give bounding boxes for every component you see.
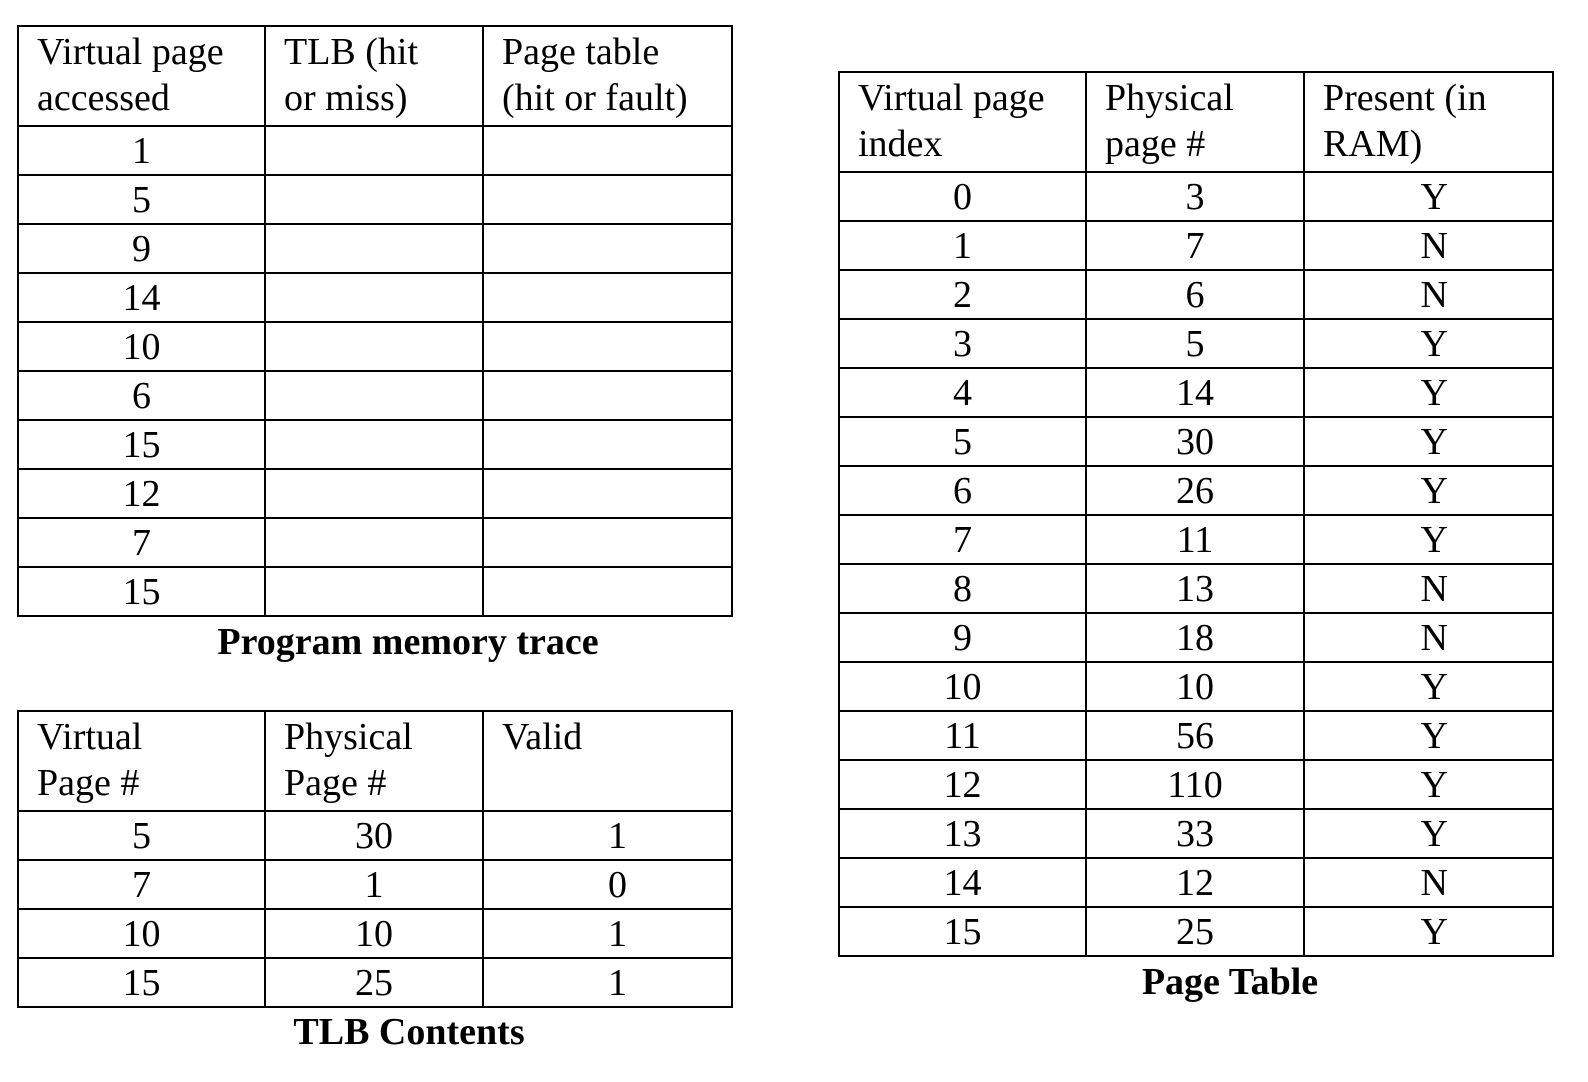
page-table <box>838 71 1554 957</box>
table-cell: 6 <box>1086 270 1304 319</box>
header-line: page # <box>1105 123 1206 165</box>
table-cell <box>265 322 483 371</box>
table-cell: N <box>1304 858 1553 907</box>
table-row <box>18 175 732 224</box>
table-cell: 56 <box>1086 711 1304 760</box>
column-header <box>839 72 1086 172</box>
table-cell <box>483 322 732 371</box>
table-cell: 15 <box>18 958 265 1007</box>
table-cell: 1 <box>265 860 483 909</box>
table-cell: 30 <box>1086 417 1304 466</box>
table-cell <box>483 469 732 518</box>
header-line: RAM) <box>1323 123 1423 165</box>
table-cell: 14 <box>839 858 1086 907</box>
table-row <box>18 518 732 567</box>
header-line: or miss) <box>284 77 408 119</box>
table-cell: 7 <box>1086 221 1304 270</box>
table-row <box>18 811 732 860</box>
table-row <box>18 860 732 909</box>
table-row <box>839 270 1553 319</box>
header-line: TLB (hit <box>284 31 419 73</box>
table-row <box>839 466 1553 515</box>
table-cell: 5 <box>18 811 265 860</box>
table-cell: 14 <box>1086 368 1304 417</box>
table-row <box>839 319 1553 368</box>
table-cell: 13 <box>839 809 1086 858</box>
table-row <box>18 909 732 958</box>
table-cell: Y <box>1304 662 1553 711</box>
table-cell: Y <box>1304 907 1553 956</box>
table-row <box>18 567 732 616</box>
table-cell: 33 <box>1086 809 1304 858</box>
table-cell: N <box>1304 221 1553 270</box>
table-row <box>18 469 732 518</box>
table-cell <box>483 175 732 224</box>
table-row <box>18 958 732 1007</box>
table-cell: 110 <box>1086 760 1304 809</box>
table-cell: Y <box>1304 466 1553 515</box>
table-cell: 15 <box>18 567 265 616</box>
table-row <box>839 760 1553 809</box>
table-row <box>18 371 732 420</box>
table-cell: 15 <box>18 420 265 469</box>
table-cell <box>265 371 483 420</box>
column-header <box>18 711 265 811</box>
table-row <box>839 809 1553 858</box>
table-row <box>18 126 732 175</box>
table-cell: 5 <box>18 175 265 224</box>
table-cell <box>483 273 732 322</box>
tlb-contents-caption: TLB Contents <box>282 1010 536 1054</box>
table-cell: 8 <box>839 564 1086 613</box>
page-table-caption: Page Table <box>1128 960 1332 1004</box>
column-header <box>483 26 732 126</box>
table-cell: 4 <box>839 368 1086 417</box>
table-cell <box>265 224 483 273</box>
column-header <box>483 711 732 811</box>
table-cell: N <box>1304 613 1553 662</box>
table-cell: 15 <box>839 907 1086 956</box>
column-header <box>1086 72 1304 172</box>
table-row <box>839 907 1553 956</box>
table-cell: N <box>1304 564 1553 613</box>
table-cell: 7 <box>18 860 265 909</box>
table-cell: 5 <box>839 417 1086 466</box>
table-row <box>839 711 1553 760</box>
table-cell: 6 <box>18 371 265 420</box>
column-header <box>18 26 265 126</box>
table-cell: 1 <box>483 909 732 958</box>
header-line: index <box>858 123 943 165</box>
table-cell: 0 <box>483 860 732 909</box>
table-cell: 12 <box>839 760 1086 809</box>
header-line: Page # <box>37 762 140 804</box>
column-header <box>265 26 483 126</box>
header-line: Virtual page <box>37 31 224 73</box>
table-cell: 26 <box>1086 466 1304 515</box>
table-cell <box>265 469 483 518</box>
table-cell: 9 <box>18 224 265 273</box>
table-cell: Y <box>1304 809 1553 858</box>
table-cell <box>265 126 483 175</box>
table-cell: Y <box>1304 711 1553 760</box>
table-row <box>18 420 732 469</box>
table-cell: Y <box>1304 172 1553 221</box>
table-cell: 13 <box>1086 564 1304 613</box>
table-cell <box>265 567 483 616</box>
table-cell: 10 <box>839 662 1086 711</box>
table-row <box>839 564 1553 613</box>
header-line: Physical <box>284 716 413 758</box>
table-cell <box>483 518 732 567</box>
table-row <box>18 273 732 322</box>
table-cell: Y <box>1304 417 1553 466</box>
table-row <box>839 221 1553 270</box>
header-line: Page # <box>284 762 387 804</box>
table-cell: 1 <box>483 958 732 1007</box>
header-line: Valid <box>502 716 583 758</box>
table-cell: 25 <box>1086 907 1304 956</box>
table-cell: 10 <box>1086 662 1304 711</box>
header-line: (hit or fault) <box>502 77 688 119</box>
table-row <box>839 613 1553 662</box>
table-cell: 12 <box>18 469 265 518</box>
table-row <box>839 368 1553 417</box>
table-row <box>839 417 1553 466</box>
table-cell <box>265 175 483 224</box>
table-cell: 7 <box>18 518 265 567</box>
table-cell: 18 <box>1086 613 1304 662</box>
table-row <box>839 662 1553 711</box>
table-cell: 11 <box>1086 515 1304 564</box>
table-cell: 1 <box>483 811 732 860</box>
table-row <box>839 172 1553 221</box>
table-row <box>839 858 1553 907</box>
table-cell: 6 <box>839 466 1086 515</box>
table-cell <box>265 273 483 322</box>
table-cell: 1 <box>839 221 1086 270</box>
table-cell <box>483 371 732 420</box>
table-cell: 30 <box>265 811 483 860</box>
header-row <box>18 26 732 126</box>
header-line: Virtual page <box>858 77 1045 119</box>
header-line: accessed <box>37 77 170 119</box>
table-cell: 3 <box>839 319 1086 368</box>
header-row <box>839 72 1553 172</box>
table-cell: 1 <box>18 126 265 175</box>
table-cell <box>483 420 732 469</box>
table-cell: 5 <box>1086 319 1304 368</box>
table-cell: Y <box>1304 368 1553 417</box>
table-row <box>18 224 732 273</box>
table-cell: 3 <box>1086 172 1304 221</box>
table-cell: N <box>1304 270 1553 319</box>
table-cell: 14 <box>18 273 265 322</box>
header-line: Physical <box>1105 77 1234 119</box>
table-cell: 10 <box>18 322 265 371</box>
table-cell <box>265 420 483 469</box>
table-cell: 25 <box>265 958 483 1007</box>
header-line: Present (in <box>1323 77 1487 119</box>
table-cell <box>483 224 732 273</box>
program-memory-trace-table <box>17 25 733 617</box>
table-cell: 12 <box>1086 858 1304 907</box>
table-cell: Y <box>1304 515 1553 564</box>
table-cell: 0 <box>839 172 1086 221</box>
table-row <box>18 322 732 371</box>
header-line: Page table <box>502 31 660 73</box>
table-cell: Y <box>1304 760 1553 809</box>
table-cell: 10 <box>18 909 265 958</box>
table-cell: Y <box>1304 319 1553 368</box>
table-cell <box>265 518 483 567</box>
column-header <box>1304 72 1553 172</box>
table-cell: 10 <box>265 909 483 958</box>
header-row <box>18 711 732 811</box>
header-line: Virtual <box>37 716 143 758</box>
column-header <box>265 711 483 811</box>
table-row <box>839 515 1553 564</box>
table-cell <box>483 126 732 175</box>
table-cell: 7 <box>839 515 1086 564</box>
table-cell: 9 <box>839 613 1086 662</box>
table-cell: 2 <box>839 270 1086 319</box>
table-cell <box>483 567 732 616</box>
tlb-contents-table <box>17 710 733 1008</box>
table-cell: 11 <box>839 711 1086 760</box>
program-memory-trace-caption: Program memory trace <box>198 620 618 664</box>
